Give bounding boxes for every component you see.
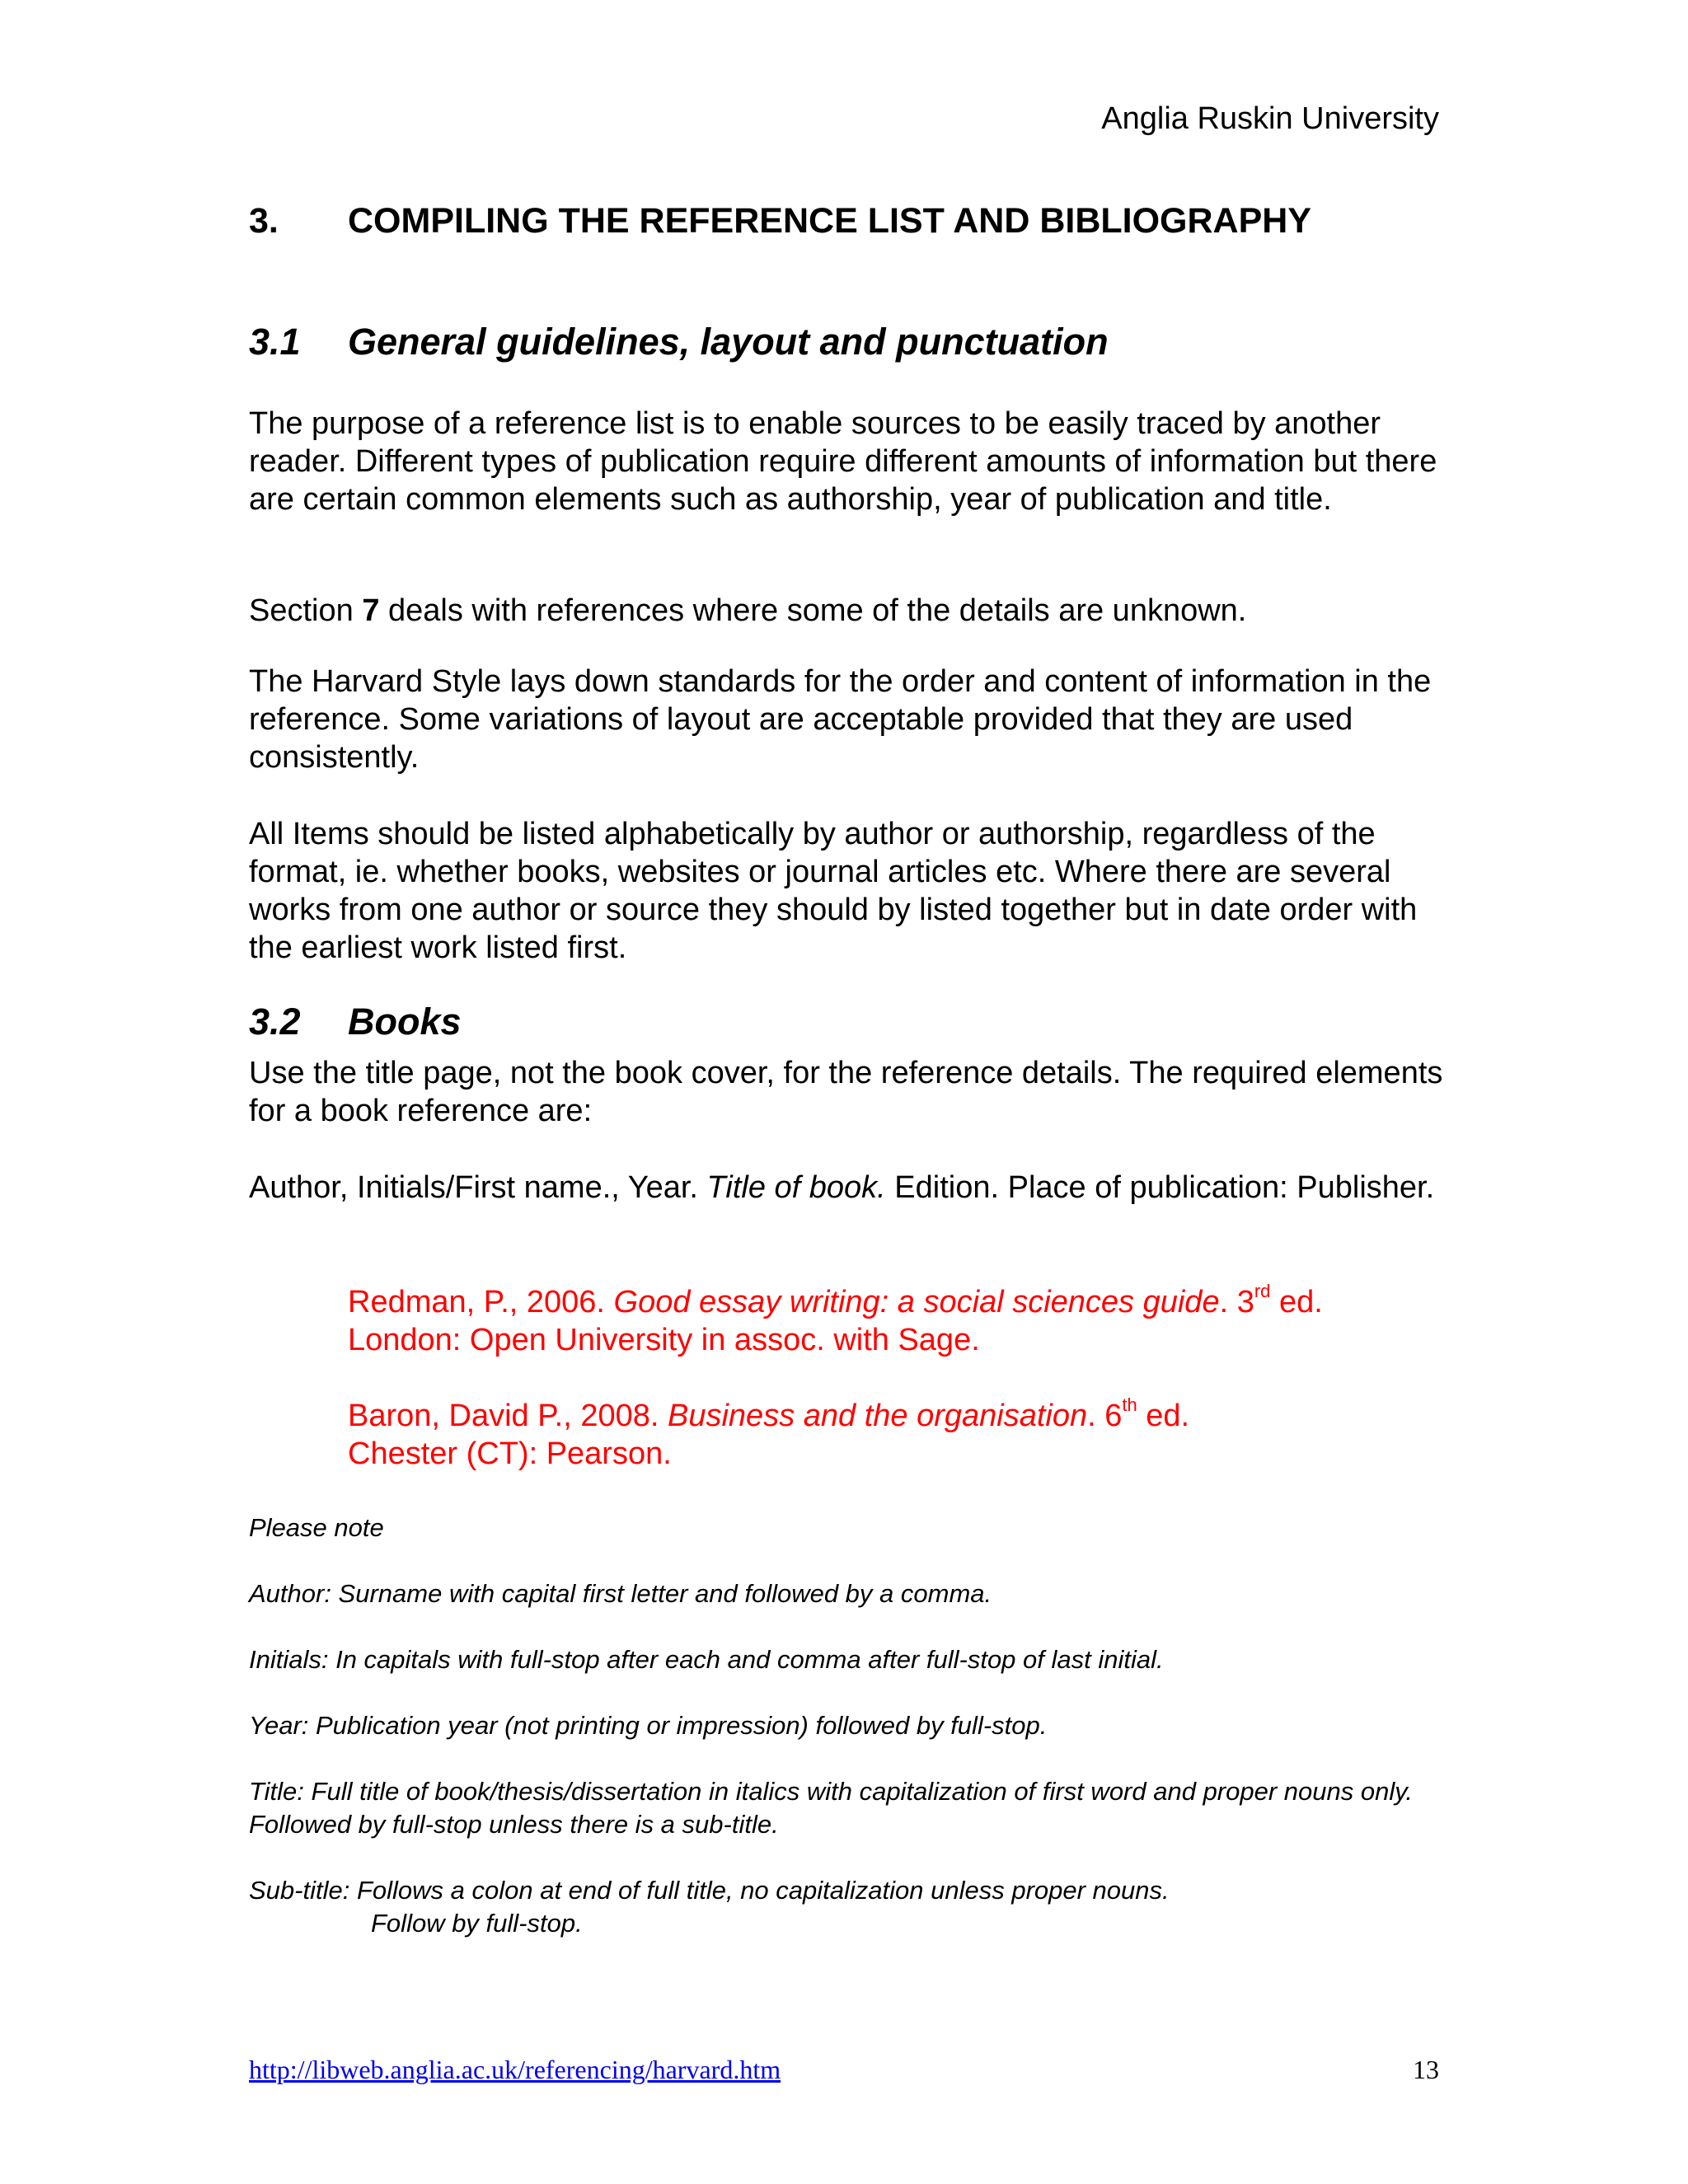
note-heading: Please note: [249, 1513, 384, 1542]
subsection-title: Books: [348, 1001, 462, 1043]
note-author: Author: Surname with capital first letter and followed by a comma.: [249, 1579, 992, 1608]
section-number: 3.: [249, 201, 279, 241]
paragraph-harvard-style: The Harvard Style lays down standards for the order and content of information in the reference. Some variations of layout are acceptable provided that they are used consistently.: [249, 664, 1432, 775]
section-title: COMPILING THE REFERENCE LIST AND BIBLIOGRAPHY: [348, 201, 1311, 241]
italic-book-title: Business and the organisation: [668, 1399, 1088, 1433]
text-span: Edition. Place of publication: Publisher.: [885, 1170, 1435, 1205]
ordinal-suffix: th: [1122, 1394, 1137, 1416]
text-span: London: Open University in assoc. with Sage.: [348, 1323, 980, 1357]
text-span: deals with references where some of the details are unknown.: [379, 593, 1247, 628]
footer-url-link[interactable]: http://libweb.anglia.ac.uk/referencing/harvard.htm: [249, 2055, 781, 2084]
paragraph-alphabetical: All Items should be listed alphabetically by author or authorship, regardless of the format, ie. whether books, websites or journal articles etc. Where there are several works from one author or source they should by listed together but in date order with the earliest work listed first.: [249, 817, 1418, 965]
text-span: Section: [249, 593, 363, 628]
example-reference: [348, 1283, 1469, 1359]
subsection-heading-general: [249, 318, 1109, 366]
paragraph-title-page: Use the title page, not the book cover, for the reference details. The required elements for a book reference are:: [249, 1056, 1443, 1128]
text-span: . 3: [1219, 1285, 1254, 1319]
subsection-number: 3.1: [249, 321, 301, 363]
note-title: Title: Full title of book/thesis/dissertation in italics with capitalization of first word and proper nouns only. Followed by full-stop unless there is a sub-title.: [249, 1777, 1414, 1839]
italic-book-title: Good essay writing: a social sciences guide: [613, 1285, 1220, 1319]
text-span: Baron, David P., 2008.: [348, 1399, 668, 1433]
text-span: . 6: [1087, 1399, 1123, 1433]
header-organization: Anglia Ruskin University: [1101, 101, 1439, 136]
note-initials: Initials: In capitals with full-stop after each and comma after full-stop of last initial.: [249, 1645, 1164, 1674]
section-heading: [249, 198, 1444, 244]
page-number: 13: [1413, 2055, 1439, 2084]
text-span: Redman, P., 2006.: [348, 1285, 614, 1319]
text-span: ed.: [1270, 1285, 1323, 1319]
bold-section-number: 7: [362, 593, 380, 628]
text-span: Sub-title: Follows a colon at end of full title, no capitalization unless proper nouns.: [249, 1876, 1170, 1905]
example-reference: [348, 1394, 1469, 1473]
paragraph-book-format: [249, 1169, 1461, 1207]
subsection-number: 3.2: [249, 1001, 301, 1043]
text-span: Author, Initials/First name., Year.: [249, 1170, 707, 1205]
subsection-title: General guidelines, layout and punctuation: [348, 321, 1109, 363]
paragraph-purpose: The purpose of a reference list is to enable sources to be easily traced by another reader. Different types of publication require different amounts of information but there are certain common elements such as authorship, year of publication and title.: [249, 406, 1437, 517]
paragraph-section-reference: [249, 592, 1461, 630]
note-year: Year: Publication year (not printing or impression) followed by full-stop.: [249, 1711, 1048, 1740]
text-span: ed.: [1137, 1399, 1190, 1433]
italic-title-placeholder: Title of book.: [706, 1170, 886, 1205]
note-subtitle: [249, 1874, 1461, 1940]
subsection-heading-books: [249, 998, 462, 1046]
text-span: Follow by full-stop.: [371, 1909, 583, 1938]
text-span: Chester (CT): Pearson.: [348, 1436, 672, 1471]
ordinal-suffix: rd: [1254, 1281, 1271, 1302]
